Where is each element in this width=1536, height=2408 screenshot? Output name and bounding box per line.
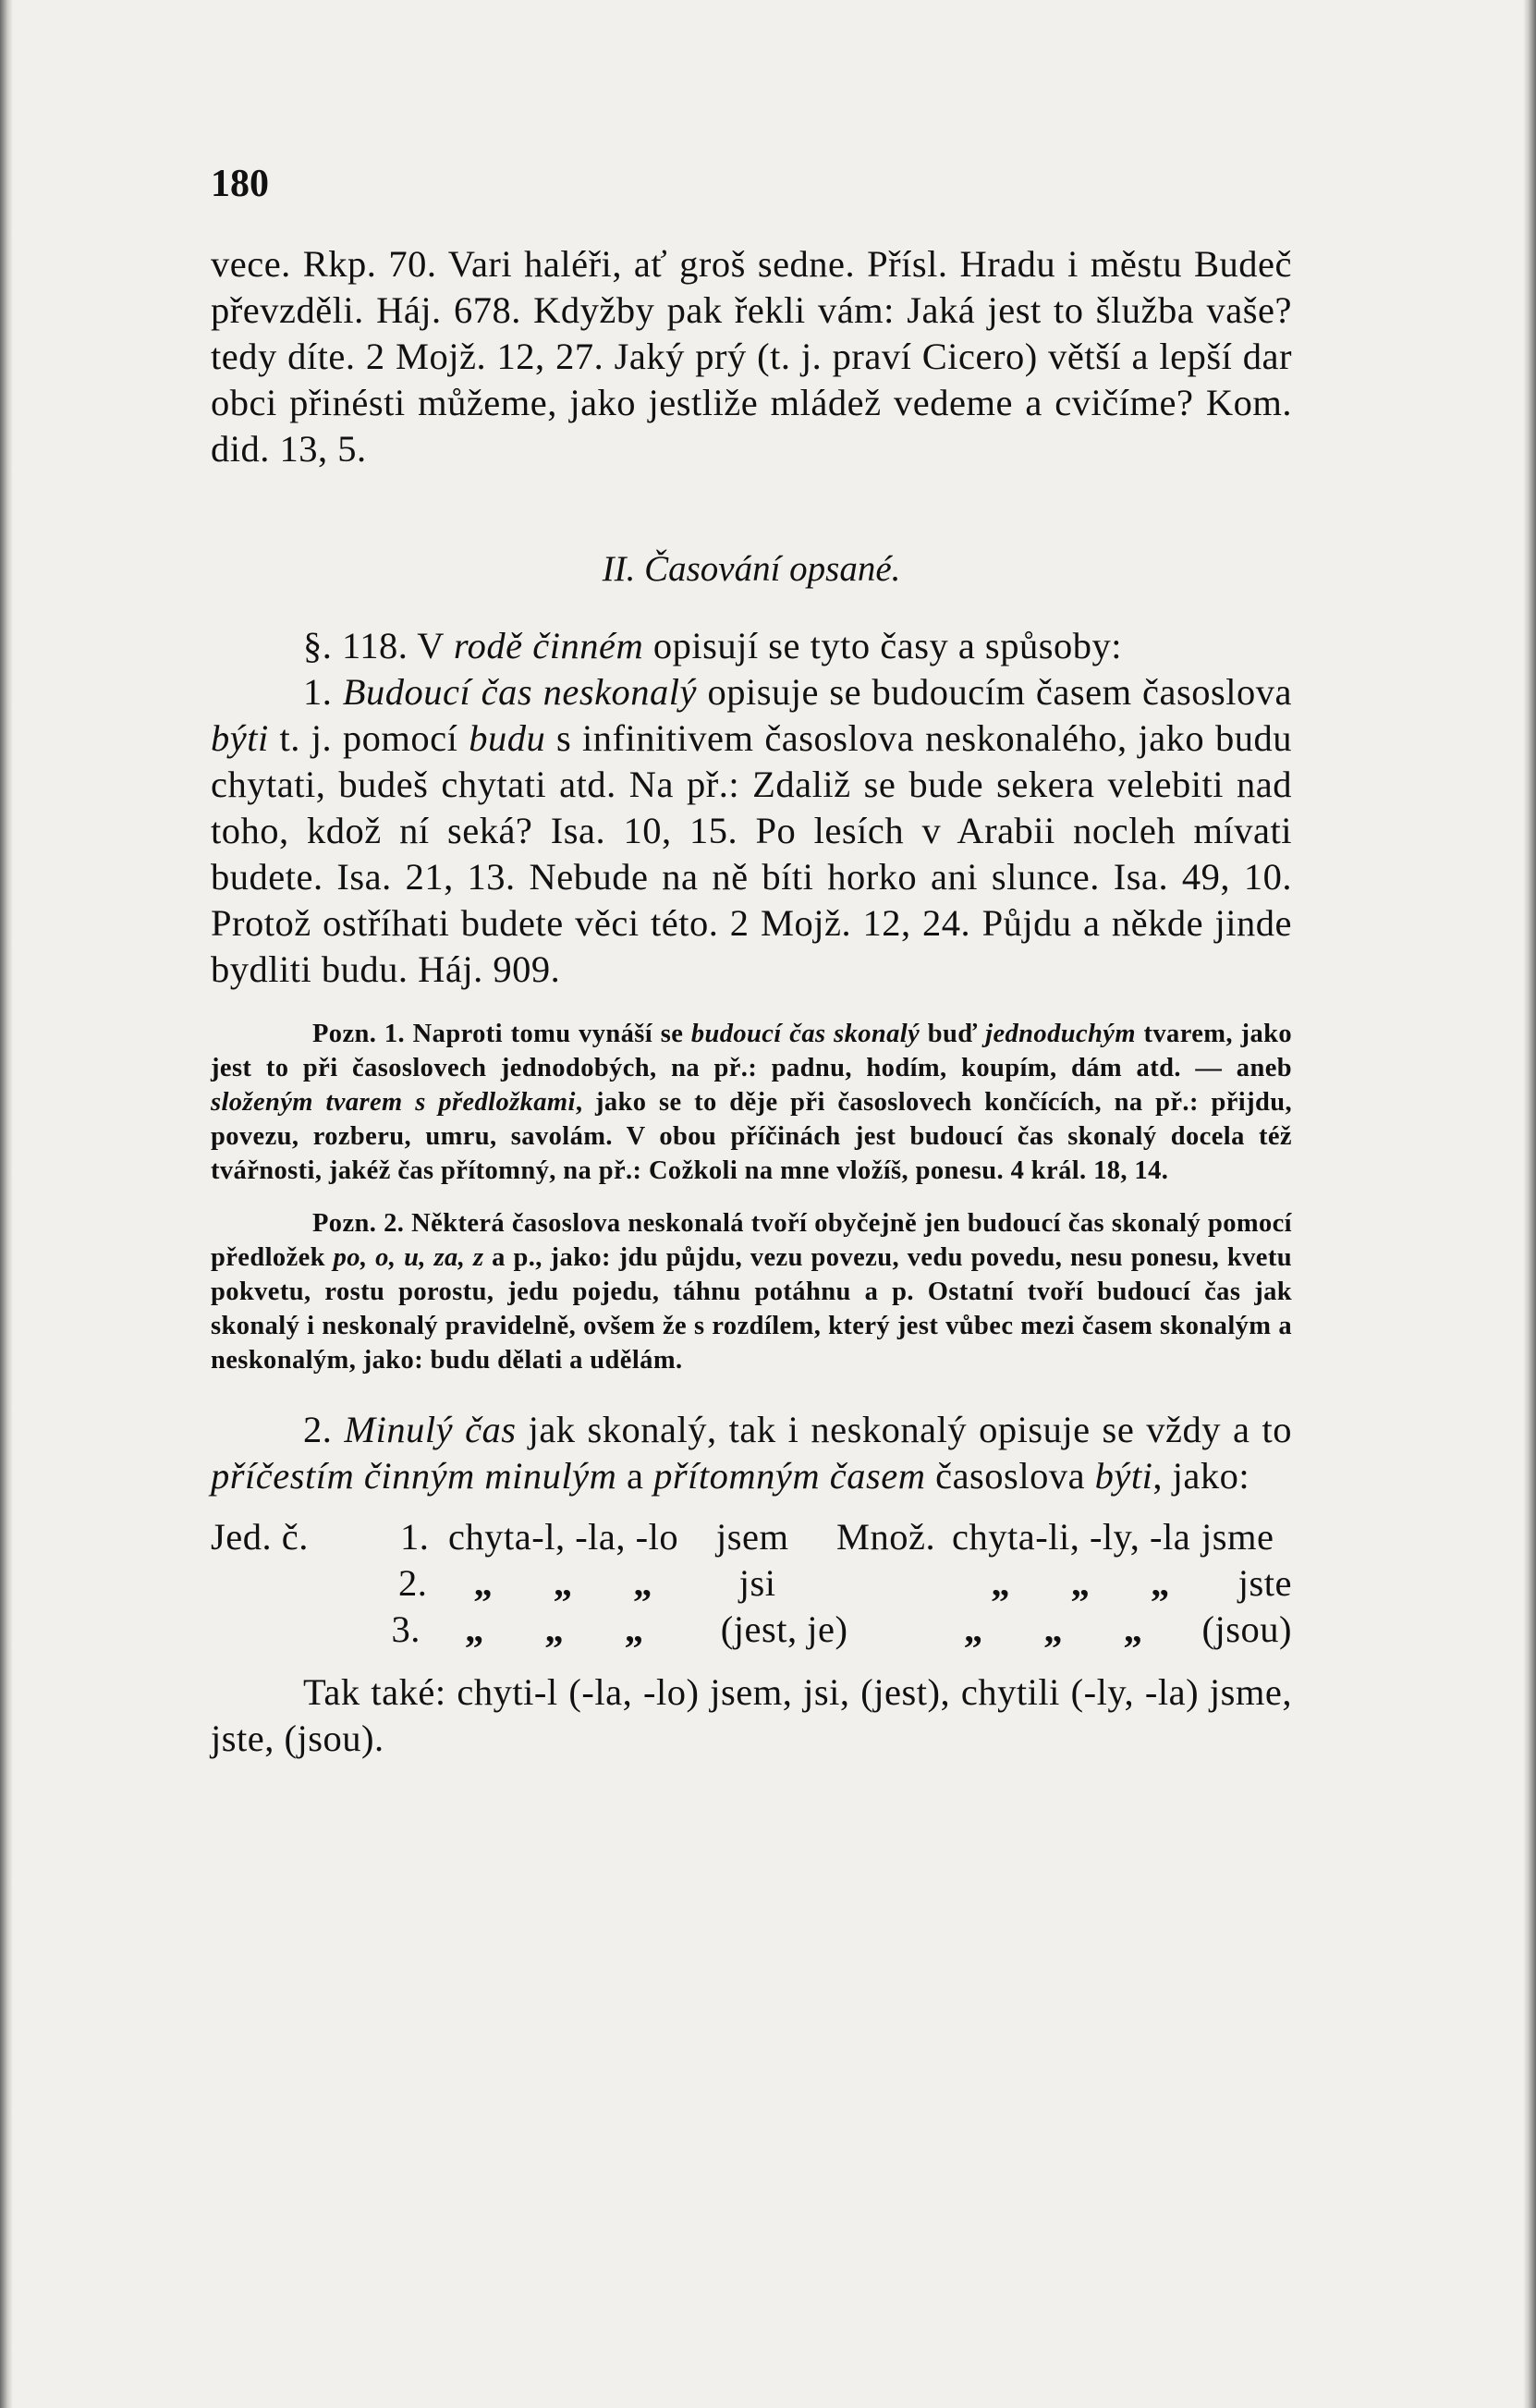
point2-text2: a — [616, 1455, 654, 1497]
plural-label: Množ. — [836, 1516, 936, 1558]
singular-label: Jed. č. — [211, 1516, 309, 1558]
note2-text2: a p., jako: jdu půjdu, vezu povezu, vedu povedu, nesu ponesu, kvetu pokvetu, rostu porostu, jedu pojedu, táhnu potáhnu a p. Ostatní tvoří budoucí čas jak skonalý i neskonalý pravidelně, ovšem že s rozdílem, který jest vůbec mezi časem skonalým a neskonalým, jako: budu dělati a udělám. — [211, 1243, 1292, 1375]
singular-form: chyta-l, -la, -lo — [448, 1516, 679, 1558]
note2-text1: Některá časoslova neskonalá tvoří obyčejně jen budoucí čas skonalý pomocí předložek — [211, 1209, 1293, 1272]
point1-number: 1. — [303, 671, 343, 713]
point2-italic3: přítomným časem — [653, 1455, 926, 1497]
point2-number: 2. — [303, 1409, 345, 1450]
point1-text1: opisuje se budoucím časem časoslova — [697, 671, 1292, 713]
para118-lead: §. 118. V — [303, 625, 454, 666]
tak-take-text: Tak také: chyti-l (-la, -lo) jsem, jsi, (jest), chytili (-ly, -la) jsme, jste, (jsou). — [211, 1671, 1292, 1759]
note2-label: Pozn. 2. — [312, 1209, 405, 1238]
note1-text2: buď — [920, 1020, 986, 1048]
point2-italic2: příčestím činným minulým — [211, 1455, 617, 1497]
note-2 — [211, 1206, 1292, 1377]
page-content — [211, 162, 1292, 1762]
note1-italic1: budoucí čas skonalý — [690, 1020, 920, 1048]
point1-text2: t. j. pomocí — [268, 717, 469, 759]
plural-aux: jsme — [1201, 1516, 1274, 1558]
point-2 — [211, 1407, 1292, 1499]
row-number: 3. — [391, 1608, 421, 1650]
singular-aux: jsi — [738, 1562, 776, 1604]
top-paragraph — [211, 241, 1292, 472]
note2-italic1: po, o, u, za, z — [333, 1243, 484, 1272]
point2-text3: časoslova — [925, 1455, 1095, 1497]
ditto-marks: „ „ „ — [465, 1608, 670, 1650]
point1-term: Budoucí čas neskonalý — [342, 671, 698, 713]
point2-term: Minulý čas — [344, 1409, 517, 1450]
para118-rest: opisují se tyto časy a spůsoby: — [643, 625, 1122, 666]
note1-text1: Naproti tomu vynáší se — [405, 1020, 691, 1048]
right-page-edge — [1523, 0, 1536, 2408]
point1-text3: s infinitivem časoslova neskonalého, jako budu chytati, budeš chytati atd. Na př.: Zdaliž se bude sekera velebiti nad toho, kdož ní seká? Isa. 10, 15. Po lesích v Arabii nocleh mívati budete. Isa. 21, 13. Nebude na ně bíti horko ani slunce. Isa. 49, 10. Protož ostříhati budete věci této. 2 Mojž. 12, 24. Půjdu a někde jinde bydliti budu. Háj. 909. — [211, 717, 1292, 990]
plural-form: chyta-li, -ly, -la — [952, 1516, 1191, 1558]
note-1 — [211, 1017, 1292, 1188]
note1-italic2: jednoduchým — [985, 1020, 1136, 1048]
conjugation-table — [211, 1514, 1292, 1653]
point2-text4: , jako: — [1152, 1455, 1250, 1497]
conjugation-row — [211, 1560, 1292, 1607]
note1-label: Pozn. 1. — [312, 1020, 406, 1048]
singular-aux: jsem — [716, 1516, 789, 1558]
conjugation-row — [211, 1514, 1292, 1560]
left-page-edge — [0, 0, 13, 2408]
para118-italic: rodě činném — [453, 625, 644, 666]
ditto-marks: „ „ „ — [963, 1608, 1168, 1650]
ditto-marks: „ „ „ — [991, 1562, 1196, 1604]
point2-text1: jak skonalý, tak i neskonalý opisuje se vždy a to — [516, 1409, 1292, 1450]
page-number: 180 — [211, 163, 269, 205]
point1-byti: býti — [211, 717, 269, 759]
plural-aux: (jsou) — [1201, 1608, 1292, 1650]
point2-byti: býti — [1094, 1455, 1153, 1497]
point-1 — [211, 669, 1292, 993]
note1-text4: , jako se to děje při časoslovech končících, na př.: přijdu, povezu, rozberu, umru, savolám. V obou příčinách jest budoucí čas skonalý docela též tvářnosti, jakéž čas přítomný, na př.: Cožkoli na mne vložíš, ponesu. 4 král. 18, 14. — [211, 1088, 1292, 1185]
singular-aux: (jest, je) — [720, 1608, 848, 1650]
plural-aux: jste — [1237, 1562, 1293, 1604]
point1-budu: budu — [469, 717, 546, 759]
conjugation-row — [211, 1607, 1292, 1653]
note1-italic3: složeným tvarem s předložkami — [211, 1088, 576, 1117]
section-heading: II. Časování opsané. — [602, 549, 901, 589]
top-paragraph-text: vece. Rkp. 70. Vari haléři, ať groš sedne. Přísl. Hradu i městu Budeč převzděli. Háj. 678. Kdyžby pak řekli vám: Jaká jest to šlužba vaše? tedy díte. 2 Mojž. 12, 27. Jaký prý (t. j. praví Cicero) větší a lepší dar obci přinésti můžeme, jako jestliže mládež vedeme a cvičíme? Kom. did. 13, 5. — [211, 243, 1292, 470]
tak-take-paragraph — [211, 1669, 1292, 1762]
note1-text3: tvarem, jako jest to při časoslovech jednodobých, na př.: padnu, hodím, koupím, dám atd. — aneb — [211, 1020, 1292, 1082]
row-number: 1. — [400, 1516, 430, 1558]
ditto-marks: „ „ „ — [473, 1562, 678, 1604]
paragraph-118 — [211, 623, 1292, 993]
row-number: 2. — [398, 1562, 428, 1604]
